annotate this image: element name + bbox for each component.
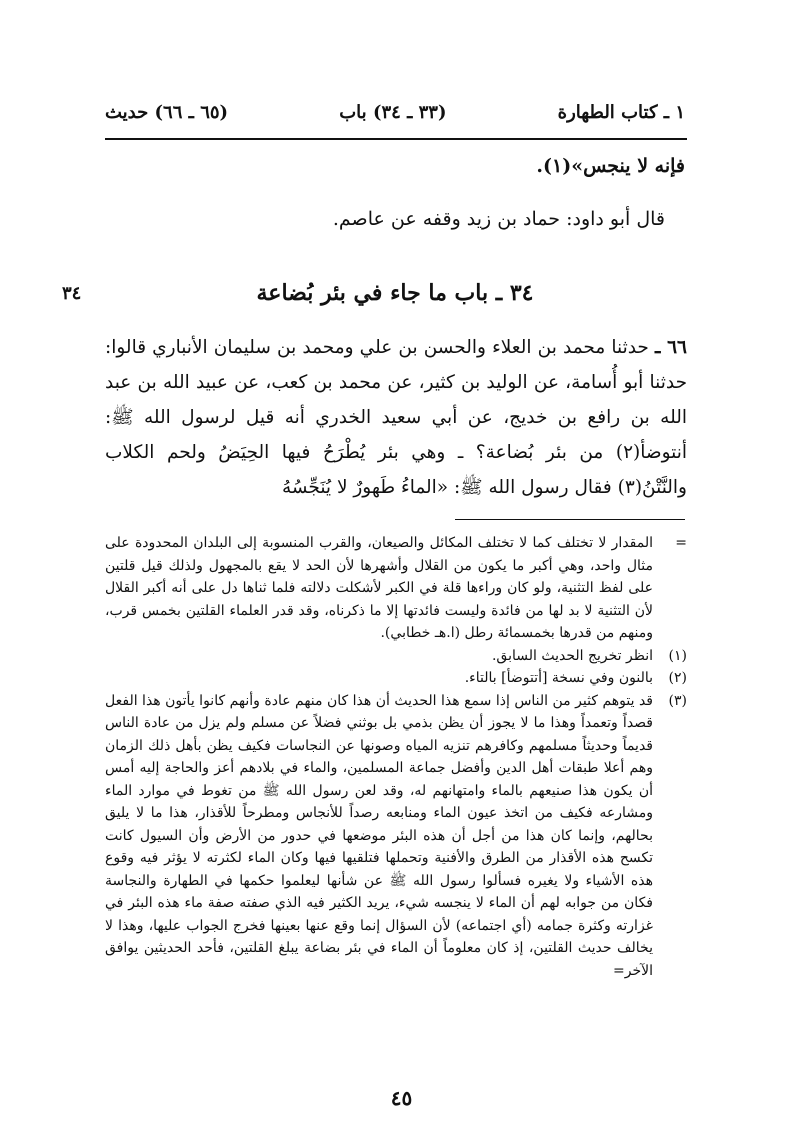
- footnote-label: =: [675, 535, 687, 551]
- footnote: [105, 690, 687, 983]
- hadith-number: ٦٦ ـ: [655, 337, 687, 358]
- page-number: ٤٥: [390, 1086, 413, 1110]
- footnote-label: (٢): [668, 670, 687, 686]
- header-divider: [105, 138, 687, 140]
- chapter-title: ٣٤ ـ باب ما جاء في بئر بُضاعة: [256, 280, 534, 306]
- hadith-text: حدثنا محمد بن العلاء والحسن بن علي ومحمد بن سليمان الأنباري قالوا: حدثنا أبو أُسامة، عن الوليد بن كثير، عن محمد بن كعب، عن عبيد الله بن عبد الله بن رافع بن خديج، عن أبي سعيد الخدري أنه قيل لرسول الله ﷺ: أنتوضأ(٢) من بئر بُضاعة؟ ـ وهي بئر يُطْرَحُ فيها الحِيَضُ ولحم الكلاب والنَّتْنُ(٣) فقال رسول الله ﷺ: «الماءُ طَهورٌ لا يُنَجِّسُهُ: [105, 337, 687, 498]
- continuation-text: فإنه لا ينجس»(١).: [536, 155, 685, 177]
- footnote: [105, 645, 687, 668]
- chapter-margin-number: ٣٤: [62, 283, 82, 304]
- footnote-label: (١): [668, 647, 687, 664]
- footnotes: [105, 532, 687, 982]
- footnote-text: بالنون وفي نسخة [أتتوضأ] بالتاء.: [464, 670, 653, 686]
- footnote: [105, 532, 687, 645]
- footnote: [105, 667, 687, 690]
- header-hadith-range: (٦٥ ـ ٦٦) حديث: [105, 101, 229, 123]
- header-chapter-range: (٣٣ ـ ٣٤) باب: [339, 101, 447, 123]
- hadith-paragraph: [105, 330, 687, 505]
- running-header: [105, 96, 685, 128]
- footnote-text: قد يتوهم كثير من الناس إذا سمع هذا الحديث أن هذا كان منهم عادة وأنهم كانوا يأتون هذا الفعل قصداً وتعمداً وهذا ما لا يجوز أن يظن بذمي بل بوثني فضلاً عن مسلم ولم يزل من عادة الناس قديماً وحديثاً مسلمهم وكافرهم تنزيه المياه وصونها عن النجاسات فكيف يظن بأهل ذلك الزمان وهم أعلا طبقات أهل الدين وأفضل جماعة المسلمين، والماء في بلادهم أعز والحاجة إليه أمس أن يكون هذا صنيعهم بالماء وامتهانهم له، وقد لعن رسول الله ﷺ من تغوط في موارد الماء ومشارعه فكيف من اتخذ عيون الماء ومنابعه رصداً للأنجاس ومطرحاً للأقذار، هذا ما لا يليق بحالهم، وإنما كان هذا من أجل أن هذه البئر موضعها في حدور من الأرض وأن السيول كانت تكسح هذه الأقذار من الطرق والأفنية وتحملها فتلقيها فيها وكان الماء لكثرته لا يؤثر فيه وقوع هذه الأشياء ولا يغيره فسألوا رسول الله ﷺ عن شأنها ليعلموا حكمها في الطهارة والنجاسة فكان من جوابه لهم أن الماء لا ينجسه شيء، يريد الكثير فيه الذي صفته صفة ماء هذه البئر في غزارته وكثرة جمامه (أي اجتماعه) لأن السؤال إنما وقع عنها بعينها فخرج الجواب عليها، وهذا لا يخالف حديث القلتين، إذ كان معلوماً أن الماء في بئر بضاعة يبلغ القلتين، فأحد الحديثين يوافق الآخر=: [105, 692, 653, 979]
- footnote-label: (٣): [668, 692, 687, 709]
- footnote-text: المقدار لا تختلف كما لا تختلف المكائل والصيعان، والقرب المنسوبة إلى البلدان المحدودة على مثال واحد، وهي أكبر ما يكون من القلال وأشهرها لأن الحد لا يقع بالمجهول ولذلك قيل قلتين على لفظ التثنية، ولو كان وراءها قلة في الكبر لأشكلت دلالته فلما ثناها دل على أنه أكبر القلال لأن التثنية لا بد لها من فائدة وليست فائدتها إلا ما ذكرناه، وقد قدر العلماء القلتين بخمس قرب، ومنهم من قدرها بخمسمائة رطل (ا.هـ خطابي).: [105, 535, 653, 641]
- footnote-text: انظر تخريج الحديث السابق.: [491, 647, 653, 664]
- footnote-divider: [455, 519, 685, 520]
- header-book-title: ١ ـ كتاب الطهارة: [557, 101, 685, 123]
- abu-dawud-note: قال أبو داود: حماد بن زيد وقفه عن عاصم.: [332, 208, 665, 230]
